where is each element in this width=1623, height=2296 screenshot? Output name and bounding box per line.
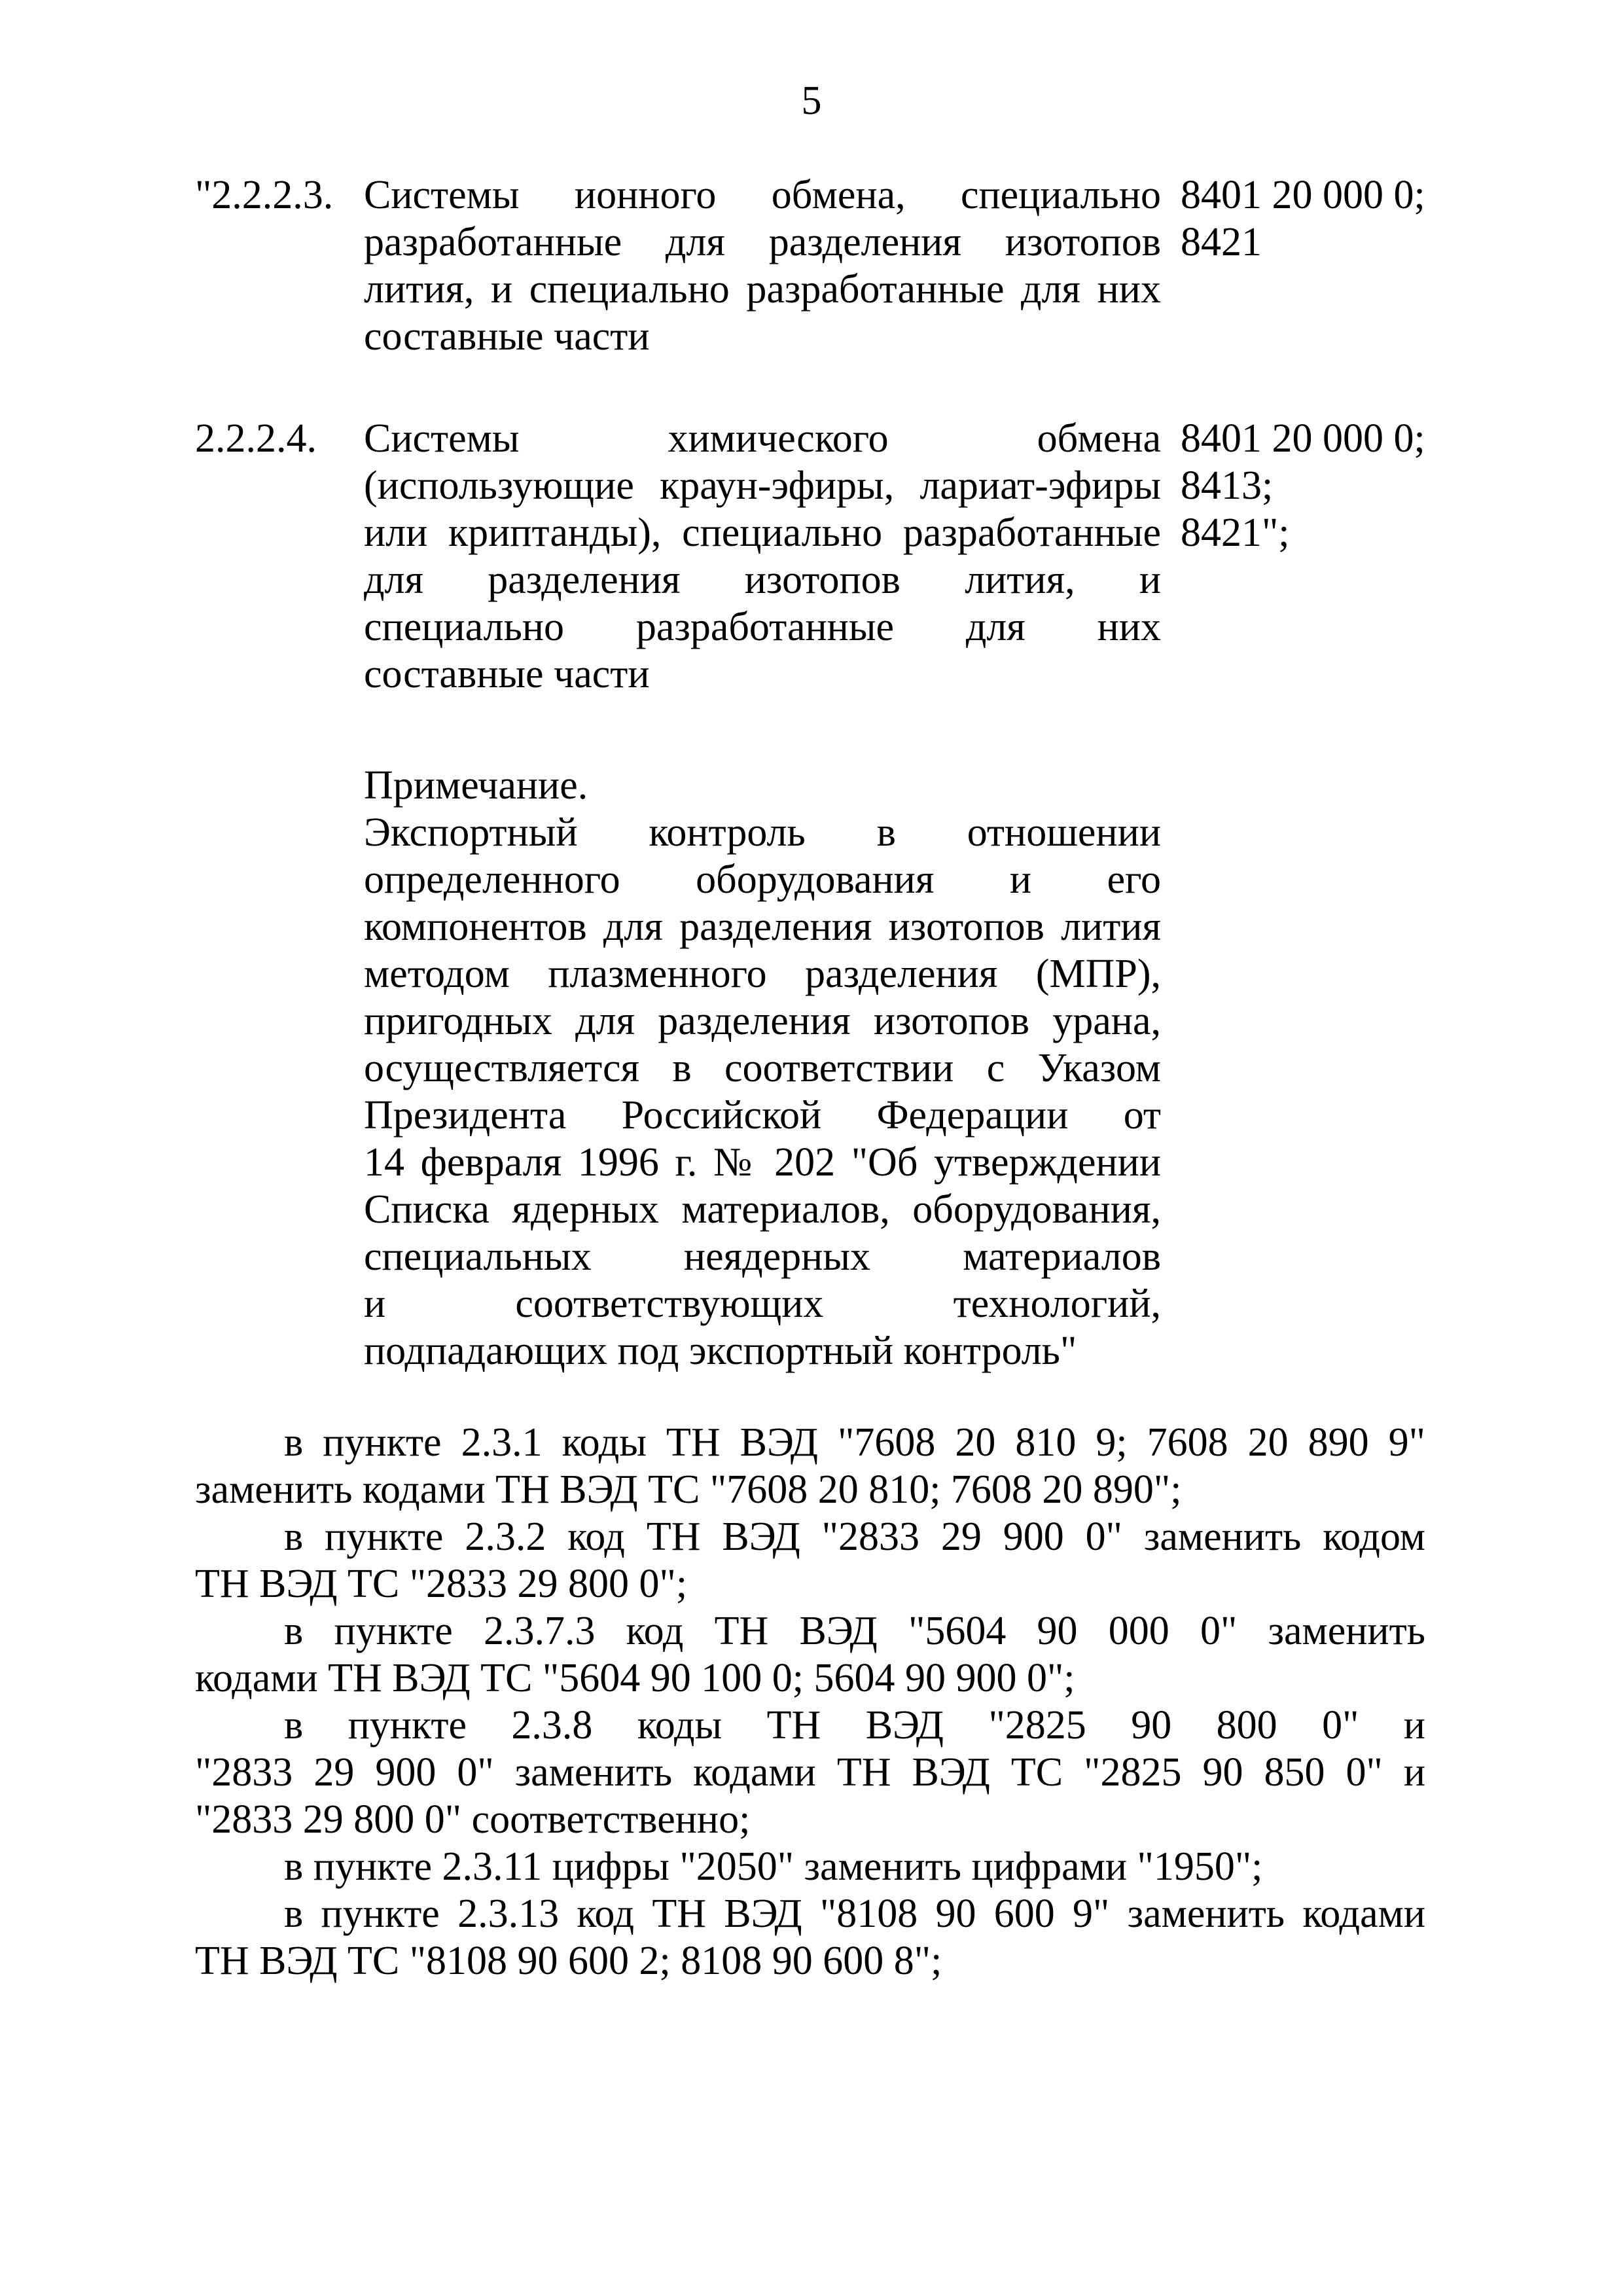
amendments-text: [195, 1419, 1425, 1984]
paragraph-line: "2833 29 800 0" соответственно;: [195, 1797, 751, 1842]
note-block: [364, 762, 1161, 1374]
entry-number: 2.2.2.4.: [195, 416, 317, 461]
paragraph-line: в пункте 2.3.1 коды ТН ВЭД "7608 20 810 9; 7608 20 890 9": [284, 1420, 1425, 1465]
tn-ved-code: 8413;: [1181, 463, 1274, 508]
paragraph: [195, 1702, 1425, 1843]
paragraph-line: в пункте 2.3.11 цифры "2050" заменить цифрами "1950";: [284, 1844, 1263, 1889]
paragraph-line: ТН ВЭД ТС "8108 90 600 2; 8108 90 600 8";: [195, 1939, 942, 1983]
paragraph: [195, 1890, 1425, 1984]
tn-ved-code: 8401 20 000 0;: [1181, 173, 1425, 217]
paragraph-line: в пункте 2.3.7.3 код ТН ВЭД "5604 90 000 0" заменить: [284, 1609, 1425, 1653]
description-line: Системы химического обмена: [364, 416, 1161, 461]
description-line: (использующие краун-эфиры, лариат-эфиры: [364, 463, 1161, 508]
tn-ved-code: 8421";: [1181, 511, 1290, 555]
description-line: специально разработанные для них: [364, 605, 1161, 649]
paragraph: [195, 1419, 1425, 1513]
note-line: Списка ядерных материалов, оборудования,: [364, 1187, 1161, 1232]
note-line: 14 февраля 1996 г. № 202 "Об утверждении: [364, 1140, 1161, 1185]
note-line: специальных неядерных материалов: [364, 1234, 1161, 1279]
paragraph: [195, 1843, 1425, 1890]
page-number: 5: [801, 79, 822, 123]
paragraph-line: кодами ТН ВЭД ТС "5604 90 100 0; 5604 90 900 0";: [195, 1656, 1075, 1700]
paragraph-line: в пункте 2.3.13 код ТН ВЭД "8108 90 600 9" заменить кодами: [284, 1892, 1425, 1936]
description-line: разработанные для разделения изотопов: [364, 220, 1161, 264]
entry-description: [364, 415, 1161, 698]
description-line: Системы ионного обмена, специально: [364, 173, 1161, 217]
paragraph-line: ТН ВЭД ТС "2833 29 800 0";: [195, 1562, 688, 1606]
description-line: или криптанды), специально разработанные: [364, 511, 1161, 555]
entry-number: "2.2.2.3.: [195, 173, 334, 217]
description-line: лития, и специально разработанные для них: [364, 267, 1161, 312]
note-line: определенного оборудования и его: [364, 857, 1161, 902]
entry-description: [364, 171, 1161, 360]
paragraph: [195, 1607, 1425, 1702]
note-line: методом плазменного разделения (МПР),: [364, 952, 1161, 996]
note-line: Президента Российской Федерации от: [364, 1093, 1161, 1138]
paragraph: [195, 1513, 1425, 1607]
tn-ved-codes: [1181, 415, 1455, 556]
note-line: пригодных для разделения изотопов урана,: [364, 999, 1161, 1043]
description-line: составные части: [364, 652, 650, 696]
paragraph-line: в пункте 2.3.2 код ТН ВЭД "2833 29 900 0" заменить кодом: [284, 1515, 1425, 1559]
paragraph-line: в пункте 2.3.8 коды ТН ВЭД "2825 90 800 0" и: [284, 1703, 1425, 1748]
note-line: и соответствующих технологий,: [364, 1282, 1161, 1326]
note-line: подпадающих под экспортный контроль": [364, 1329, 1077, 1373]
paragraph-line: заменить кодами ТН ВЭД ТС "7608 20 810; 7608 20 890";: [195, 1467, 1182, 1512]
description-line: составные части: [364, 314, 650, 359]
paragraph-line: "2833 29 900 0" заменить кодами ТН ВЭД ТС "2825 90 850 0" и: [195, 1750, 1425, 1795]
tn-ved-codes: [1181, 171, 1455, 266]
tn-ved-code: 8401 20 000 0;: [1181, 416, 1425, 461]
note-line: компонентов для разделения изотопов лития: [364, 905, 1161, 949]
note-title: Примечание.: [364, 763, 588, 808]
note-line: осуществляется в соответствии с Указом: [364, 1046, 1161, 1090]
tn-ved-code: 8421: [1181, 220, 1262, 264]
note-line: Экспортный контроль в отношении: [364, 810, 1161, 855]
description-line: для разделения изотопов лития, и: [364, 558, 1161, 602]
